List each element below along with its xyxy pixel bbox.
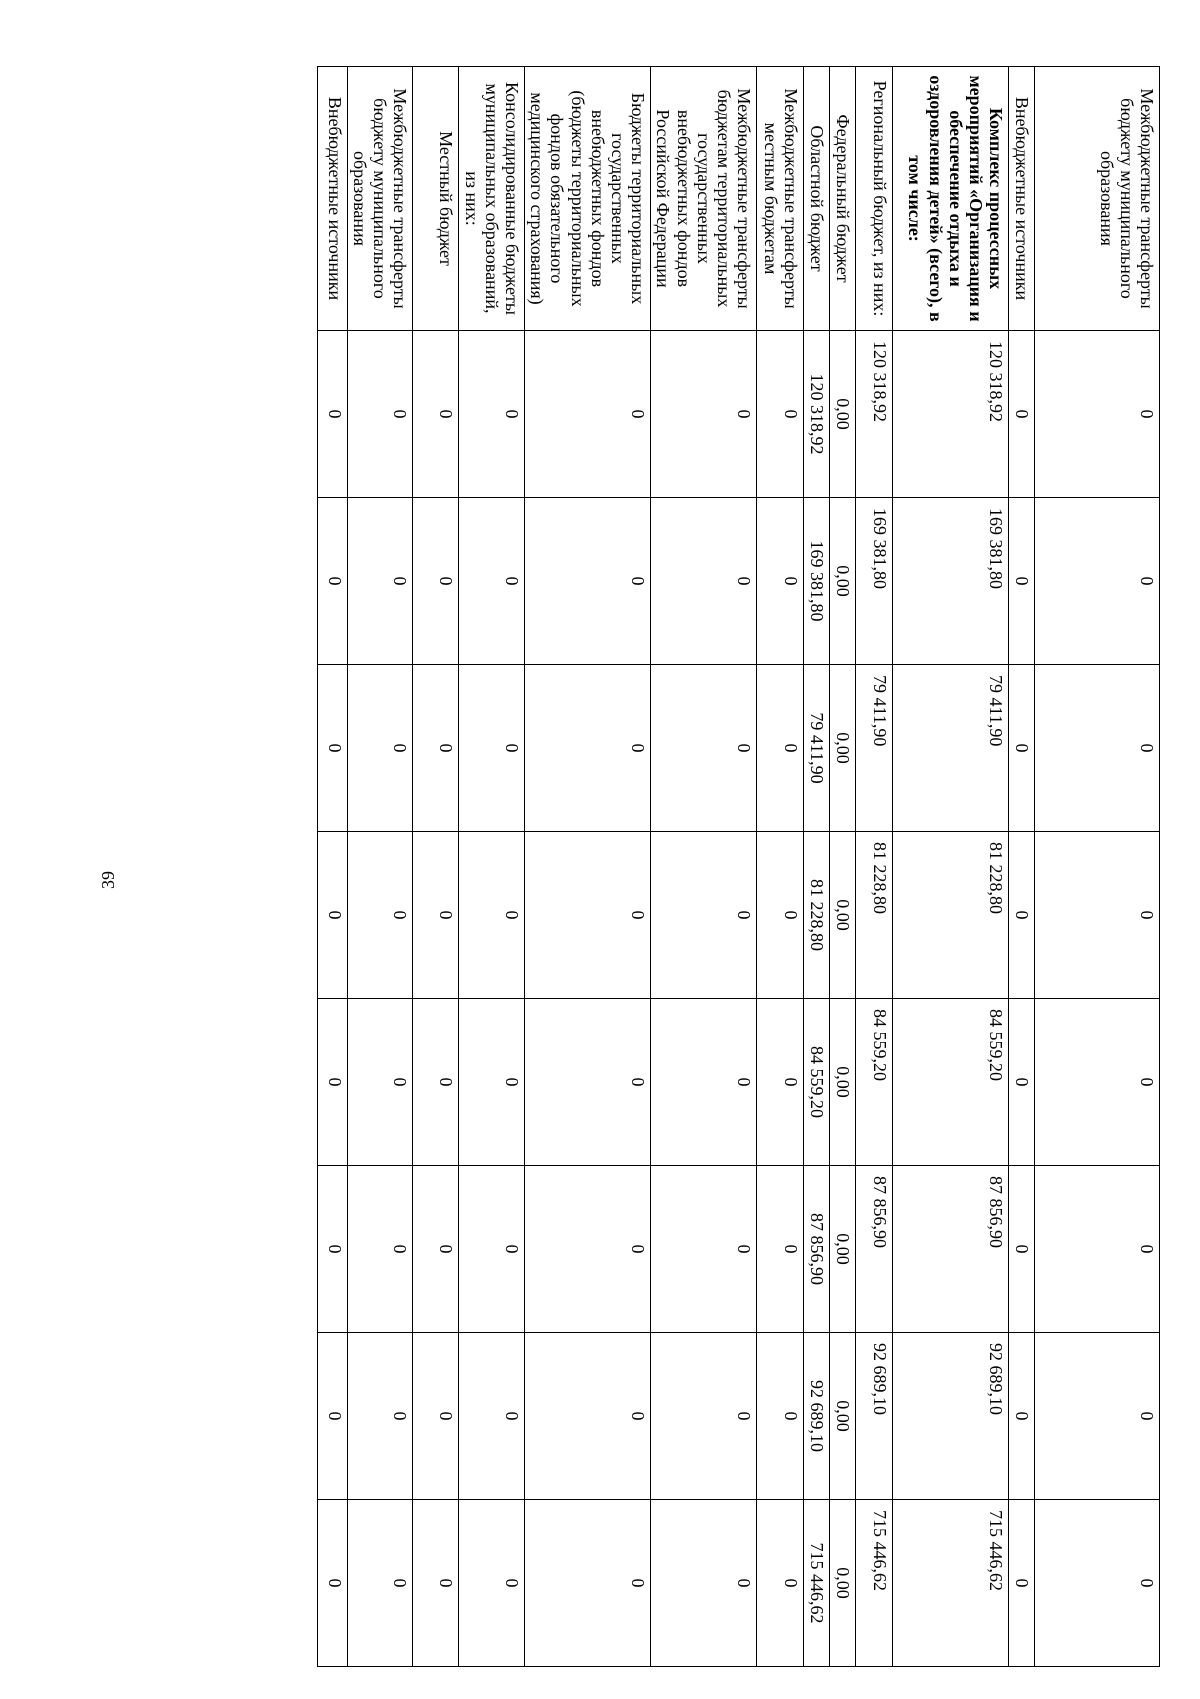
- value-cell: 0: [651, 999, 757, 1166]
- value-cell: 0: [1035, 1333, 1160, 1500]
- value-cell: 0: [459, 665, 525, 832]
- value-cell: 79 411,90: [893, 665, 1009, 832]
- value-cell: 0: [757, 331, 804, 498]
- value-cell: 0: [757, 498, 804, 665]
- value-cell: 0: [413, 498, 459, 665]
- value-cell: 120 318,92: [893, 331, 1009, 498]
- row-label: Областной бюджет: [804, 67, 830, 331]
- value-cell: 92 689,10: [804, 1333, 830, 1500]
- value-cell: 0: [317, 331, 347, 498]
- value-cell: 0: [525, 999, 651, 1166]
- row-label: Внебюджетные источники: [317, 67, 347, 331]
- value-cell: 120 318,92: [856, 331, 893, 498]
- value-cell: 81 228,80: [893, 832, 1009, 999]
- value-cell: 0: [459, 999, 525, 1166]
- table-row: [1009, 67, 1035, 1667]
- row-label: Бюджеты территориальных государственных внебюджетных фондов (бюджеты территориальных фондов обязательного медицинского страхования): [525, 67, 651, 331]
- value-cell: 84 559,20: [804, 999, 830, 1166]
- value-cell: 715 446,62: [804, 1500, 830, 1667]
- row-label: Консолидированные бюджеты муниципальных образований, из них:: [459, 67, 525, 331]
- value-cell: 0: [459, 1333, 525, 1500]
- value-cell: 0: [413, 999, 459, 1166]
- value-cell: 0,00: [830, 1166, 856, 1333]
- table-row: [459, 67, 525, 1667]
- value-cell: 0: [347, 1333, 412, 1500]
- value-cell: 0: [1035, 1166, 1160, 1333]
- value-cell: 715 446,62: [893, 1500, 1009, 1667]
- value-cell: 0: [317, 1333, 347, 1500]
- value-cell: 0: [651, 832, 757, 999]
- value-cell: 87 856,90: [856, 1166, 893, 1333]
- value-cell: 0: [651, 498, 757, 665]
- row-label: Межбюджетные трансферты бюджетам территориальных государственных внебюджетных фондов Российской Федерации: [651, 67, 757, 331]
- value-cell: 0: [1035, 999, 1160, 1166]
- value-cell: 0: [1009, 1333, 1035, 1500]
- value-cell: 0,00: [830, 999, 856, 1166]
- value-cell: 92 689,10: [856, 1333, 893, 1500]
- table-row: [830, 67, 856, 1667]
- value-cell: 0: [1035, 331, 1160, 498]
- table-row: [757, 67, 804, 1667]
- table-row: [856, 67, 893, 1667]
- table-body: [317, 67, 1159, 1667]
- value-cell: 169 381,80: [804, 498, 830, 665]
- value-cell: 120 318,92: [804, 331, 830, 498]
- value-cell: 0: [317, 832, 347, 999]
- value-cell: 0,00: [830, 1500, 856, 1667]
- value-cell: 715 446,62: [856, 1500, 893, 1667]
- value-cell: 0: [651, 1333, 757, 1500]
- value-cell: 0: [459, 331, 525, 498]
- value-cell: 0: [413, 832, 459, 999]
- value-cell: 84 559,20: [856, 999, 893, 1166]
- value-cell: 0: [525, 1166, 651, 1333]
- value-cell: 0: [459, 832, 525, 999]
- value-cell: 0: [651, 1166, 757, 1333]
- value-cell: 0: [757, 1333, 804, 1500]
- value-cell: 0: [1009, 665, 1035, 832]
- row-label: Местный бюджет: [413, 67, 459, 331]
- value-cell: 87 856,90: [804, 1166, 830, 1333]
- value-cell: 0: [459, 498, 525, 665]
- rotated-table-frame: [150, 66, 1160, 1666]
- value-cell: 0: [1035, 832, 1160, 999]
- value-cell: 0: [525, 665, 651, 832]
- table-row: [413, 67, 459, 1667]
- value-cell: 0: [413, 1500, 459, 1667]
- value-cell: 87 856,90: [893, 1166, 1009, 1333]
- value-cell: 0,00: [830, 665, 856, 832]
- value-cell: 0: [525, 832, 651, 999]
- value-cell: 0: [459, 1166, 525, 1333]
- value-cell: 0: [413, 665, 459, 832]
- page-number: 39: [98, 871, 118, 889]
- value-cell: 0: [459, 1500, 525, 1667]
- value-cell: 0: [347, 331, 412, 498]
- value-cell: 79 411,90: [804, 665, 830, 832]
- value-cell: 0: [757, 999, 804, 1166]
- value-cell: 0: [1009, 498, 1035, 665]
- value-cell: 0: [347, 1166, 412, 1333]
- table-row: [317, 67, 347, 1667]
- value-cell: 0: [317, 665, 347, 832]
- value-cell: 0: [651, 331, 757, 498]
- value-cell: 0: [317, 1166, 347, 1333]
- table-row: [893, 67, 1009, 1667]
- value-cell: 0: [1035, 1500, 1160, 1667]
- value-cell: 0: [347, 665, 412, 832]
- value-cell: 0: [757, 1166, 804, 1333]
- value-cell: 81 228,80: [804, 832, 830, 999]
- value-cell: 0: [413, 1166, 459, 1333]
- value-cell: 0: [1009, 999, 1035, 1166]
- value-cell: 0: [525, 498, 651, 665]
- value-cell: 0: [347, 999, 412, 1166]
- value-cell: 0: [1035, 665, 1160, 832]
- value-cell: 0: [347, 1500, 412, 1667]
- value-cell: 0: [757, 665, 804, 832]
- value-cell: 0: [757, 1500, 804, 1667]
- value-cell: 0: [651, 665, 757, 832]
- table-row: [1035, 67, 1160, 1667]
- row-label: Федеральный бюджет: [830, 67, 856, 331]
- table-row: [651, 67, 757, 1667]
- value-cell: 0: [525, 331, 651, 498]
- value-cell: 0: [317, 999, 347, 1166]
- row-label: Комплекс процессных мероприятий «Организация и обеспечение отдыха и оздоровления детей» (всего), в том числе:: [893, 67, 1009, 331]
- value-cell: 0: [757, 832, 804, 999]
- row-label: Внебюджетные источники: [1009, 67, 1035, 331]
- table-row: [525, 67, 651, 1667]
- value-cell: 0: [1009, 832, 1035, 999]
- row-label: Межбюджетные трансферты бюджету муниципального образования: [347, 67, 412, 331]
- value-cell: 169 381,80: [856, 498, 893, 665]
- value-cell: 169 381,80: [893, 498, 1009, 665]
- value-cell: 0: [1035, 498, 1160, 665]
- value-cell: 0: [413, 1333, 459, 1500]
- value-cell: 0,00: [830, 498, 856, 665]
- table-row: [347, 67, 412, 1667]
- row-label: Региональный бюджет, из них:: [856, 67, 893, 331]
- budget-table: [317, 66, 1160, 1667]
- table-row: [804, 67, 830, 1667]
- value-cell: 0: [525, 1500, 651, 1667]
- value-cell: 79 411,90: [856, 665, 893, 832]
- value-cell: 81 228,80: [856, 832, 893, 999]
- value-cell: 0: [347, 832, 412, 999]
- value-cell: 0,00: [830, 832, 856, 999]
- value-cell: 0: [347, 498, 412, 665]
- row-label: Межбюджетные трансферты бюджету муниципального образования: [1035, 67, 1160, 331]
- row-label: Межбюджетные трансферты местным бюджетам: [757, 67, 804, 331]
- value-cell: 0: [1009, 1500, 1035, 1667]
- value-cell: 0: [651, 1500, 757, 1667]
- value-cell: 0: [413, 331, 459, 498]
- value-cell: 0: [1009, 331, 1035, 498]
- value-cell: 0,00: [830, 1333, 856, 1500]
- value-cell: 0: [525, 1333, 651, 1500]
- value-cell: 0: [317, 498, 347, 665]
- value-cell: 92 689,10: [893, 1333, 1009, 1500]
- value-cell: 84 559,20: [893, 999, 1009, 1166]
- value-cell: 0,00: [830, 331, 856, 498]
- value-cell: 0: [1009, 1166, 1035, 1333]
- value-cell: 0: [317, 1500, 347, 1667]
